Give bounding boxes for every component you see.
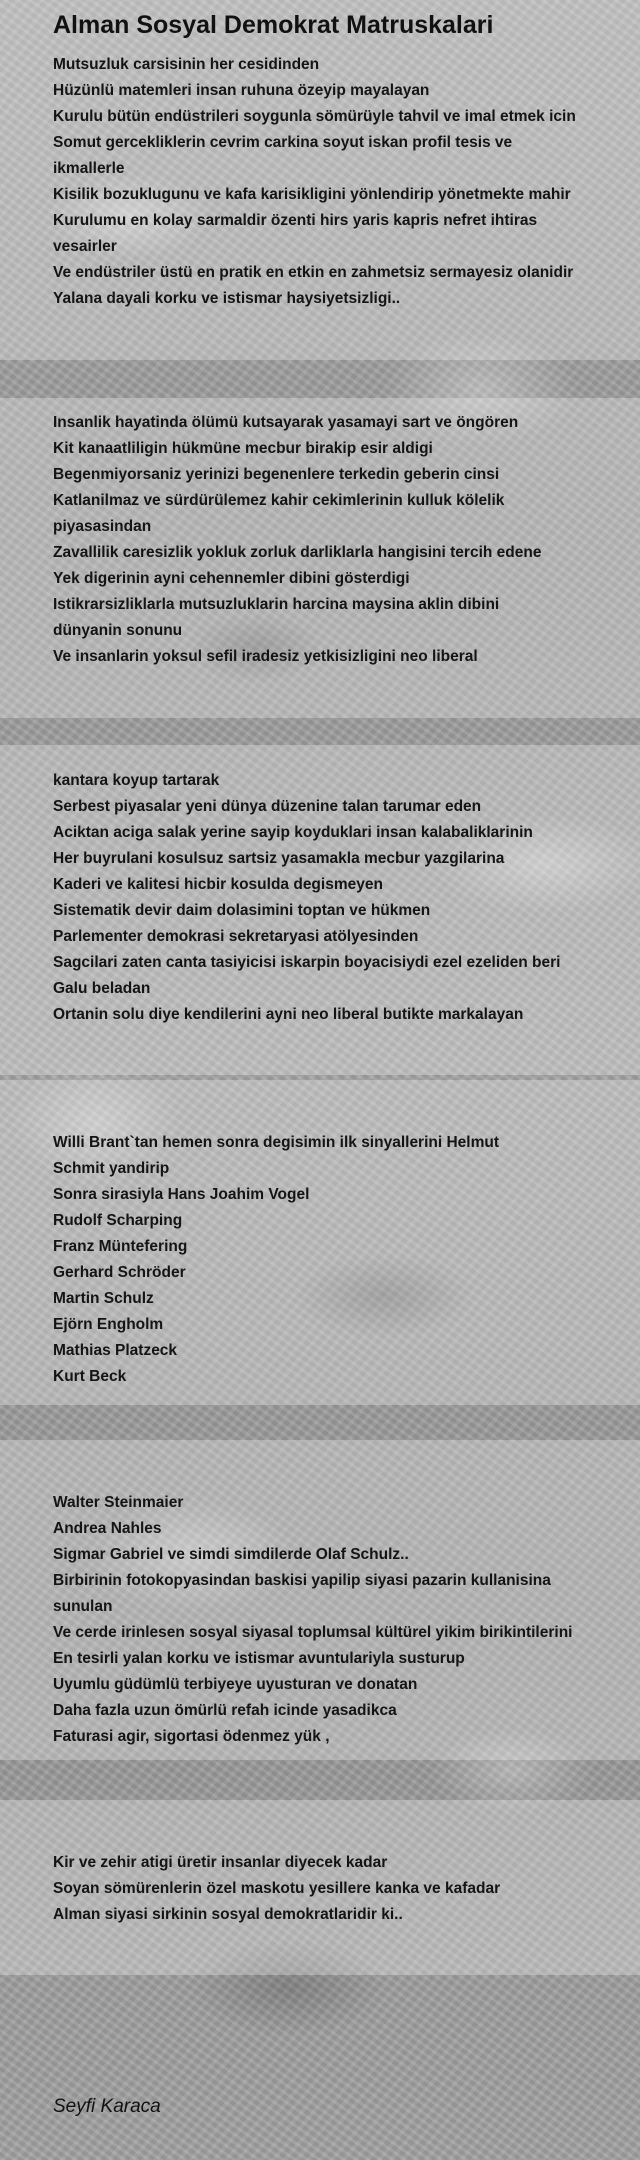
poem-line: Parlementer demokrasi sekretaryasi atölyesinden bbox=[53, 928, 419, 945]
poem-line: Uyumlu güdümlü terbiyeye uyusturan ve donatan bbox=[53, 1676, 418, 1693]
stanza-4 bbox=[53, 1130, 593, 1390]
poem-line: Willi Brant`tan hemen sonra degisimin ilk sinyallerini Helmut bbox=[53, 1134, 500, 1151]
poem-line: Ortanin solu diye kendilerini ayni neo liberal butikte markalayan bbox=[53, 1006, 524, 1023]
author-name: Seyfi Karaca bbox=[53, 2096, 161, 2117]
poem-title: Alman Sosyal Demokrat Matruskalari bbox=[53, 11, 494, 39]
poem-line: Soyan sömürenlerin özel maskotu yesillere kanka ve kafadar bbox=[53, 1880, 501, 1897]
poem-line: Serbest piyasalar yeni dünya düzenine talan tarumar eden bbox=[53, 798, 482, 815]
poem-line: En tesirli yalan korku ve istismar avuntulariyla susturup bbox=[53, 1650, 465, 1667]
poem-line: Sistematik devir daim dolasimini toptan ve hükmen bbox=[53, 902, 431, 919]
poem-line: Her buyrulani kosulsuz sartsiz yasamakla mecbur yazgilarina bbox=[53, 850, 505, 867]
poem-line: Kaderi ve kalitesi hicbir kosulda degismeyen bbox=[53, 876, 383, 893]
poem-line: Istikrarsizliklarla mutsuzluklarin harcina maysina aklin dibini bbox=[53, 596, 500, 613]
poem-line: Faturasi agir, sigortasi ödenmez yük , bbox=[53, 1728, 330, 1745]
poem-line: Ejörn Engholm bbox=[53, 1316, 164, 1333]
poem-line: Insanlik hayatinda ölümü kutsayarak yasamayi sart ve öngören bbox=[53, 414, 519, 431]
poem-line: Sigmar Gabriel ve simdi simdilerde Olaf Schulz.. bbox=[53, 1546, 409, 1563]
poem-line: Franz Müntefering bbox=[53, 1238, 188, 1255]
poem-line: Hüzünlü matemleri insan ruhuna özeyip mayalayan bbox=[53, 82, 430, 99]
stanza-6 bbox=[53, 1850, 593, 1928]
poem-line: Kurt Beck bbox=[53, 1368, 127, 1385]
poem-line: Sagcilari zaten canta tasiyicisi iskarpin boyacisiydi ezel ezeliden beri bbox=[53, 954, 561, 971]
poem-line: Ve endüstriler üstü en pratik en etkin en zahmetsiz sermayesiz olanidir bbox=[53, 264, 574, 281]
poem-line: Schmit yandirip bbox=[53, 1160, 170, 1177]
poem-line: ikmallerle bbox=[53, 160, 125, 177]
poem-line: piyasasindan bbox=[53, 518, 152, 535]
poem-line: Mutsuzluk carsisinin her cesidinden bbox=[53, 56, 320, 73]
poem-line: Katlanilmaz ve sürdürülemez kahir cekimlerinin kulluk kölelik bbox=[53, 492, 505, 509]
poem-line: Martin Schulz bbox=[53, 1290, 154, 1307]
poem-line: kantara koyup tartarak bbox=[53, 772, 220, 789]
stanza-1 bbox=[53, 52, 593, 312]
poem-line: Yalana dayali korku ve istismar haysiyetsizligi.. bbox=[53, 290, 401, 307]
poem-line: Andrea Nahles bbox=[53, 1520, 162, 1537]
poem-line: Mathias Platzeck bbox=[53, 1342, 178, 1359]
poem-line: Kisilik bozuklugunu ve kafa karisikligini yönlendirip yönetmekte mahir bbox=[53, 186, 571, 203]
stanza-2 bbox=[53, 410, 593, 670]
poem-line: Kurulu bütün endüstrileri soygunla sömürüyle tahvil ve imal etmek icin bbox=[53, 108, 576, 125]
poem-line: Zavallilik caresizlik yokluk zorluk darliklarla hangisini tercih edene bbox=[53, 544, 542, 561]
stanza-3 bbox=[53, 768, 593, 1028]
stanza-5 bbox=[53, 1490, 593, 1750]
poem-line: Ve insanlarin yoksul sefil iradesiz yetkisizligini neo liberal bbox=[53, 648, 478, 665]
poem-line: dünyanin sonunu bbox=[53, 622, 183, 639]
poem-line: sunulan bbox=[53, 1598, 113, 1615]
poem-line: Ve cerde irinlesen sosyal siyasal toplumsal kültürel yikim birikintilerini bbox=[53, 1624, 573, 1641]
poem-line: Kit kanaatliligin hükmüne mecbur birakip esir aldigi bbox=[53, 440, 433, 457]
poem-line: Kurulumu en kolay sarmaldir özenti hirs yaris kapris nefret ihtiras bbox=[53, 212, 538, 229]
poem-line: vesairler bbox=[53, 238, 117, 255]
poem-line: Aciktan aciga salak yerine sayip koyduklari insan kalabaliklarinin bbox=[53, 824, 533, 841]
poem-line: Daha fazla uzun ömürlü refah icinde yasadikca bbox=[53, 1702, 397, 1719]
poem-line: Gerhard Schröder bbox=[53, 1264, 186, 1281]
poem-line: Somut gercekliklerin cevrim carkina soyut iskan profil tesis ve bbox=[53, 134, 513, 151]
poem-line: Begenmiyorsaniz yerinizi begenenlere terkedin geberin cinsi bbox=[53, 466, 500, 483]
poem-line: Rudolf Scharping bbox=[53, 1212, 183, 1229]
poem-line: Sonra sirasiyla Hans Joahim Vogel bbox=[53, 1186, 310, 1203]
poem-line: Yek digerinin ayni cehennemler dibini gösterdigi bbox=[53, 570, 410, 587]
poem-line: Birbirinin fotokopyasindan baskisi yapilip siyasi pazarin kullanisina bbox=[53, 1572, 551, 1589]
poem-line: Walter Steinmaier bbox=[53, 1494, 184, 1511]
poem-line: Kir ve zehir atigi üretir insanlar diyecek kadar bbox=[53, 1854, 388, 1871]
poem-line: Galu beladan bbox=[53, 980, 151, 997]
poem-line: Alman siyasi sirkinin sosyal demokratlaridir ki.. bbox=[53, 1906, 403, 1923]
